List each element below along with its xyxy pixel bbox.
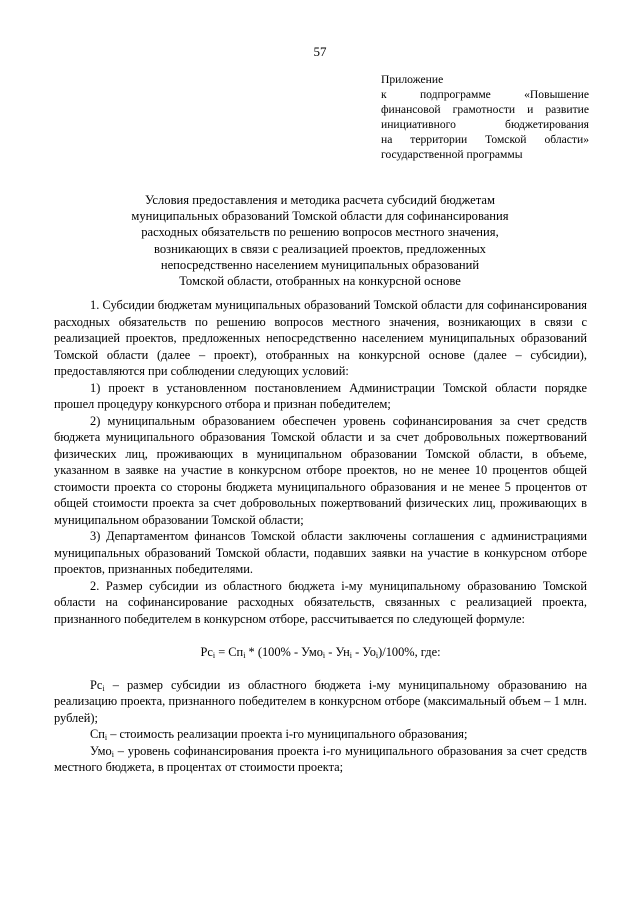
document-body: [54, 297, 587, 776]
formula-sub: i: [243, 651, 246, 660]
appendix-line-2: к подпрограмме «Повышение: [381, 88, 589, 101]
formula-sub: i: [212, 651, 216, 660]
definition-term: Умо: [90, 743, 112, 758]
definition-sub: i: [111, 749, 114, 759]
definition-sub: i: [102, 683, 105, 693]
title-line-4: возникающих в связи с реализацией проектов, предложенных: [154, 241, 486, 256]
formula-uo: - Уо: [352, 645, 376, 659]
appendix-line-5: на территории Томской области»: [381, 133, 589, 146]
formula-sub: i: [322, 651, 326, 660]
formula-un: - Ун: [325, 645, 350, 659]
definition-term: Рс: [90, 677, 103, 692]
definition-text: – уровень софинансирования проекта i-го муниципального образования за счет средств местного бюджета, в процентах от стоимости проекта;: [54, 743, 587, 774]
definition-sp: [54, 726, 587, 743]
definition-text: – стоимость реализации проекта i-го муниципального образования;: [107, 727, 468, 741]
title-line-2: муниципальных образований Томской области для софинансирования: [131, 209, 509, 224]
page-number: 57: [313, 44, 327, 59]
paragraph-2: 2. Размер субсидии из областного бюджета i-му муниципальному образованию Томской области на софинансирование расходных обязательств, связанных с реализацией проекта, признанного победителем в конкурсном отборе, рассчитывается по следующей формуле:: [54, 578, 587, 626]
formula-umo: * (100% - Умо: [245, 645, 323, 659]
formula-sub: i: [349, 651, 352, 660]
appendix-line-3: финансовой грамотности и развитие: [381, 103, 589, 116]
formula-sp: = Сп: [215, 645, 244, 659]
definition-text: – размер субсидии из областного бюджета i-му муниципальному образованию на реализацию проекта, признанного победителем в конкурсном отборе (максимальный объем – 1 млн. рублей);: [54, 677, 587, 725]
definition-umo: [54, 743, 587, 776]
title-line-5: непосредственно населением муниципальных образований: [160, 257, 480, 272]
title-line-1: Условия предоставления и методика расчета субсидий бюджетам: [145, 193, 495, 207]
title-line-3: расходных обязательств по решению вопросов местного значения,: [141, 225, 499, 240]
paragraph-1: 1. Субсидии бюджетам муниципальных образований Томской области для софинансирования расходных обязательств по решению вопросов местного значения, возникающих в связи с реализацией проектов, предложенных непосредственно населением муниципальных образований Томской области (далее – проект), отобранных на конкурсной основе (далее – субсидии), предоставляются при соблюдении следующих условий:: [54, 298, 587, 378]
appendix-line-6: государственной программы: [381, 148, 523, 161]
appendix-line-4: инициативного бюджетирования: [381, 118, 589, 131]
paragraph-condition-1: 1) проект в установленном постановлением Администрации Томской области порядке прошел процедуру конкурсного отбора и признан победителем;: [54, 380, 587, 411]
appendix-line-1: Приложение: [381, 73, 444, 86]
definition-term: Сп: [90, 727, 105, 741]
paragraph-condition-2: 2) муниципальным образованием обеспечен уровень софинансирования за счет средств бюджета муниципального образования Томской области и за счет добровольных пожертвований физических лиц, проживающих в муниципальном образовании Томской области, в объеме, указанном в заявке на участие в конкурсном отборе проектов, но не менее 10 процентов общей стоимости проекта со стороны бюджета муниципального образования и не менее 5 процентов от общей стоимости проекта за счет добровольных пожертвований физических лиц, проживающих в муниципальном образовании Томской области;: [54, 413, 587, 527]
formula-tail: )/100%, где:: [378, 645, 441, 659]
definition-pc: [54, 677, 587, 727]
formula-sub: i: [375, 651, 379, 660]
definition-sub: i: [104, 733, 108, 742]
appendix-header: [381, 72, 589, 162]
subsidy-formula: [54, 644, 587, 661]
title-line-6: Томской области, отобранных на конкурсной основе: [179, 274, 461, 289]
formula-pc: Рс: [200, 645, 213, 659]
paragraph-condition-3: 3) Департаментом финансов Томской области заключены соглашения с администрациями муниципальных образований Томской области, подавших заявки на участие в конкурсном отборе проектов, признанных победителями.: [54, 529, 587, 576]
document-title: [90, 192, 550, 289]
